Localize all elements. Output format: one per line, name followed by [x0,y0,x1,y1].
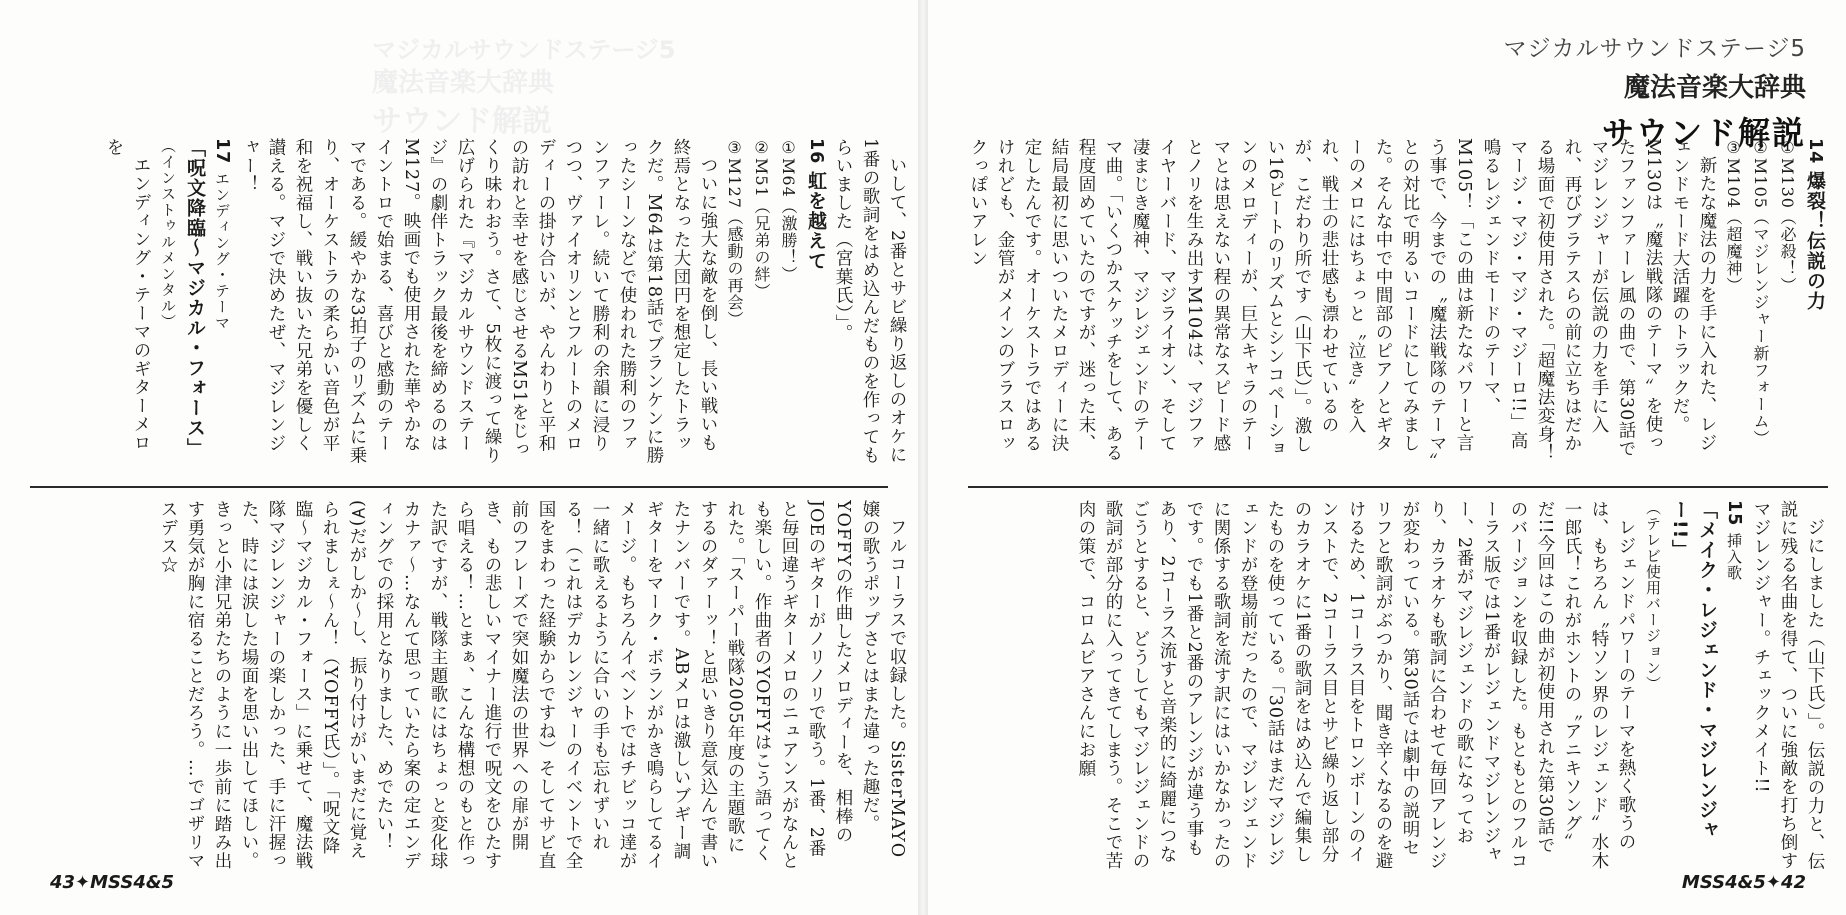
entry-title: 「メイク・レジェンド・マジレンジャー!!」 [1669,500,1718,840]
entry-16-heading [802,138,829,468]
page-number: 43✦MSS4&5 [50,872,175,893]
section-title: サウンド解説 [1601,114,1806,152]
book-title: 魔法音楽大辞典 [1623,73,1806,103]
track-line: ②M105（マジレンジャー新フォーム） [1751,138,1770,447]
section-divider [30,486,888,488]
series-title: マジカルサウンドステージ5 [1503,36,1806,62]
page-header [1504,30,1806,154]
page-number: MSS4&5✦42 [1681,872,1806,893]
left-bottom-text [40,500,910,870]
track-line: ①M130（必殺！） [1778,138,1797,294]
entry-body: フルコーラスで収録した。SisterMAYO嬢の歌うポップさとはまた違った趣だ。YOFFYの作曲したメロディーを、相棒のJOEのギターがノリノリで歌う。1番、2番と毎回違うギターメロのニュアンスがなんとも楽しい。作曲者のYOFFYはこう語ってくれた。「スーパー戦隊2005年度の主題歌にするのダァーッ！と思いきり意気込んで書いたナンバーです。ABメロは激しいブギー調ギターをマーク・ボランがかき鳴らしてるイメージ。もちろんイベントではチビッコ達が一緒に歌えるように合いの手も忘れずいれる！（これはデカレンジャーのイベントで全国をまわった経験からですね）そしてサビ直前のフレーズで突如魔法の世界への扉が開き、もの悲しいマイナー進行で呪文をひたすら唱える！…とまぁ、こんな構想のもと作った訳ですが、戦隊主題歌にはちょっと変化球カナァ〜…なんて思っていたら案の定エンディングでの採用となりました、めでたい！(∀)だがしか〜し、振り付けがいまだに覚えられましぇ〜ん！（YOFFY氏）」。「呪文降臨〜マジカル・フォース」に乗せて、魔法戦隊マジレンジャーの楽しかった、手に汗握った、時には涙した場面を思い出してほしい。きっと小津兄弟たちのように一歩前に踏み出す勇気が胸に宿ることだろう。…でゴザリマスデス☆ [158,500,907,870]
body-continuation: ジにしました（山下氏）」。伝説の力と、伝説に残る名曲を得て、ついに強敵を打ち倒すマジレンジャー。チェックメイト!! [1751,500,1825,870]
left-top-text [40,138,910,468]
right-top-text [968,138,1828,468]
track-line: ③M104（超魔神） [1724,138,1743,294]
entry-subtitle: （インストゥルメンタル） [159,138,177,330]
entry-number: 17 [212,138,232,165]
entry-title: 「呪文降臨〜マジカル・フォース」 [184,138,206,458]
bleed-through-text: マジカルサウンドステージ5 [372,36,676,64]
section-divider [968,486,1828,488]
right-bottom-text [968,500,1828,870]
entry-17-heading [208,138,235,468]
entry-body: 新たな魔法の力を手に入れた、レジェンドモード大活躍のトラックだ。M130は〝魔法戦隊のテーマ〟を使ったファンファーレ風の曲で、第30話でマジレンジャーが伝説の力を手に入れ、再びブラテスらの前に立ちはだかる場面で初使用された。「超魔法変身！マージ・マジ・マジ・マジーロ!!」高鳴るレジェンドモードのテーマ、M105！「この曲は新たなパワーと言う事で、今までの〝魔法戦隊のテーマ〟との対比で明るいコードにしてみました。そんな中で中間部のピアノとギターのメロにはちょっと〝泣き〟を入れ、戦士の悲壮感も漂わせているのが、こだわり所です（山下氏）」。激しい16ビートのリズムとシンコペーションのメロディーが、巨大キャラのテーマとは思えない程の異常なスピード感とノリを生み出すM104は、マジファイヤーバード、マジライオン、そして凄まじき魔神、マジレジェンドのテーマ曲。「いくつかスケッチをして、ある程度固めていたのですが、迷った末、結局最初に思いついたメロディーに決定したんです。オーケストラではあるけれども、金管がメインのブラスロックっぽいアレン [968,138,1717,463]
entry-subtitle: （テレビ使用バージョン） [1644,500,1662,692]
entry-body: レジェンドパワーのテーマを熱く歌うのは、もちろん〝特ソン界のレジェンド〟水木一郎氏！これがホントの〝アニキソング〟だ!!今回はこの曲が初使用された第30話でのバージョンを収録した。もともとのフルコーラス版では1番がレジェンドマジレンジャー、2番がマジレジェンドの歌になっており、カラオケも歌詞に合わせて毎回アレンジが変わっている。第30話では劇中の説明セリフと歌詞がぶつかり、聞き辛くなるのを避けるため、1コーラス目をトロンボーンのインストで、2コーラス目とサビ繰り返し部分のカラオケに1番の歌詞をはめ込んで編集したものを使っている。「30話はまだマジレジェンドが登場前だったので、マジレジェンドに関係する歌詞を流す訳にはいかなかったのです。でも1番と2番のアレンジが違う事もあり、2コーラス流すと音楽的に綺麗につなごうとすると、どうしてもマジレジェンドの歌詞が部分的に入ってきてしまう。そこで苦肉の策で、コロムビアさんにお願 [1076,500,1636,870]
entry-label: エンディング・テーマ [213,170,231,331]
entry-number: 14 [1805,138,1825,165]
gutter [918,0,928,915]
entry-label: 挿入歌 [1725,532,1743,581]
track-line: ②M51（兄弟の絆） [752,138,771,300]
track-line: ①M64（激勝！） [779,138,798,283]
entry-15-heading [1720,500,1747,870]
entry-14-heading [1801,138,1828,468]
entry-body: ついに強大な敵を倒し、長い戦いも終焉となった大団円を想定したトラックだ。M64は第18話でブランケンに勝ったシーンなどで使われた勝利のファンファーレ。続いて勝利の余韻に浸りつつ、ヴァイオリンとフルートのメロディーの掛け合いが、やんわりと平和の訪れと幸せを感じさせるM51をじっくり味わおう。さて、5枚に渡って繰り広げられた『マジカルサウンドステージ』の劇伴トラック最後を締めるのはM127。映画でも使用された華やかなイントロで始まる、喜びと感動のテーマである。緩やかな3拍子のリズムに乗り、オーケストラの柔らかい音色が平和を祝福し、戦い抜いた兄弟を優しく讃える。マジで決めたぜ、マジレンジャー！ [239,138,718,465]
entry-title: 爆裂！伝説の力 [1804,170,1826,311]
bleed-through-text: サウンド解説 [372,104,552,139]
entry-body: エンディング・テーマのギターメロを [104,138,151,452]
entry-number: 16 [806,138,826,165]
entry-title: 虹を越えて [805,170,827,271]
track-line: ③M127（感動の再会） [725,138,744,328]
body-continuation: いして、2番とサビ繰り返しのオケに1番の歌詞をはめ込んだものを作ってもらいました（宮葉氏）」。 [833,138,907,465]
left-page [0,0,918,915]
bleed-through-text: 魔法音楽大辞典 [372,68,555,98]
entry-number: 15 [1724,500,1744,527]
right-page [928,0,1846,915]
